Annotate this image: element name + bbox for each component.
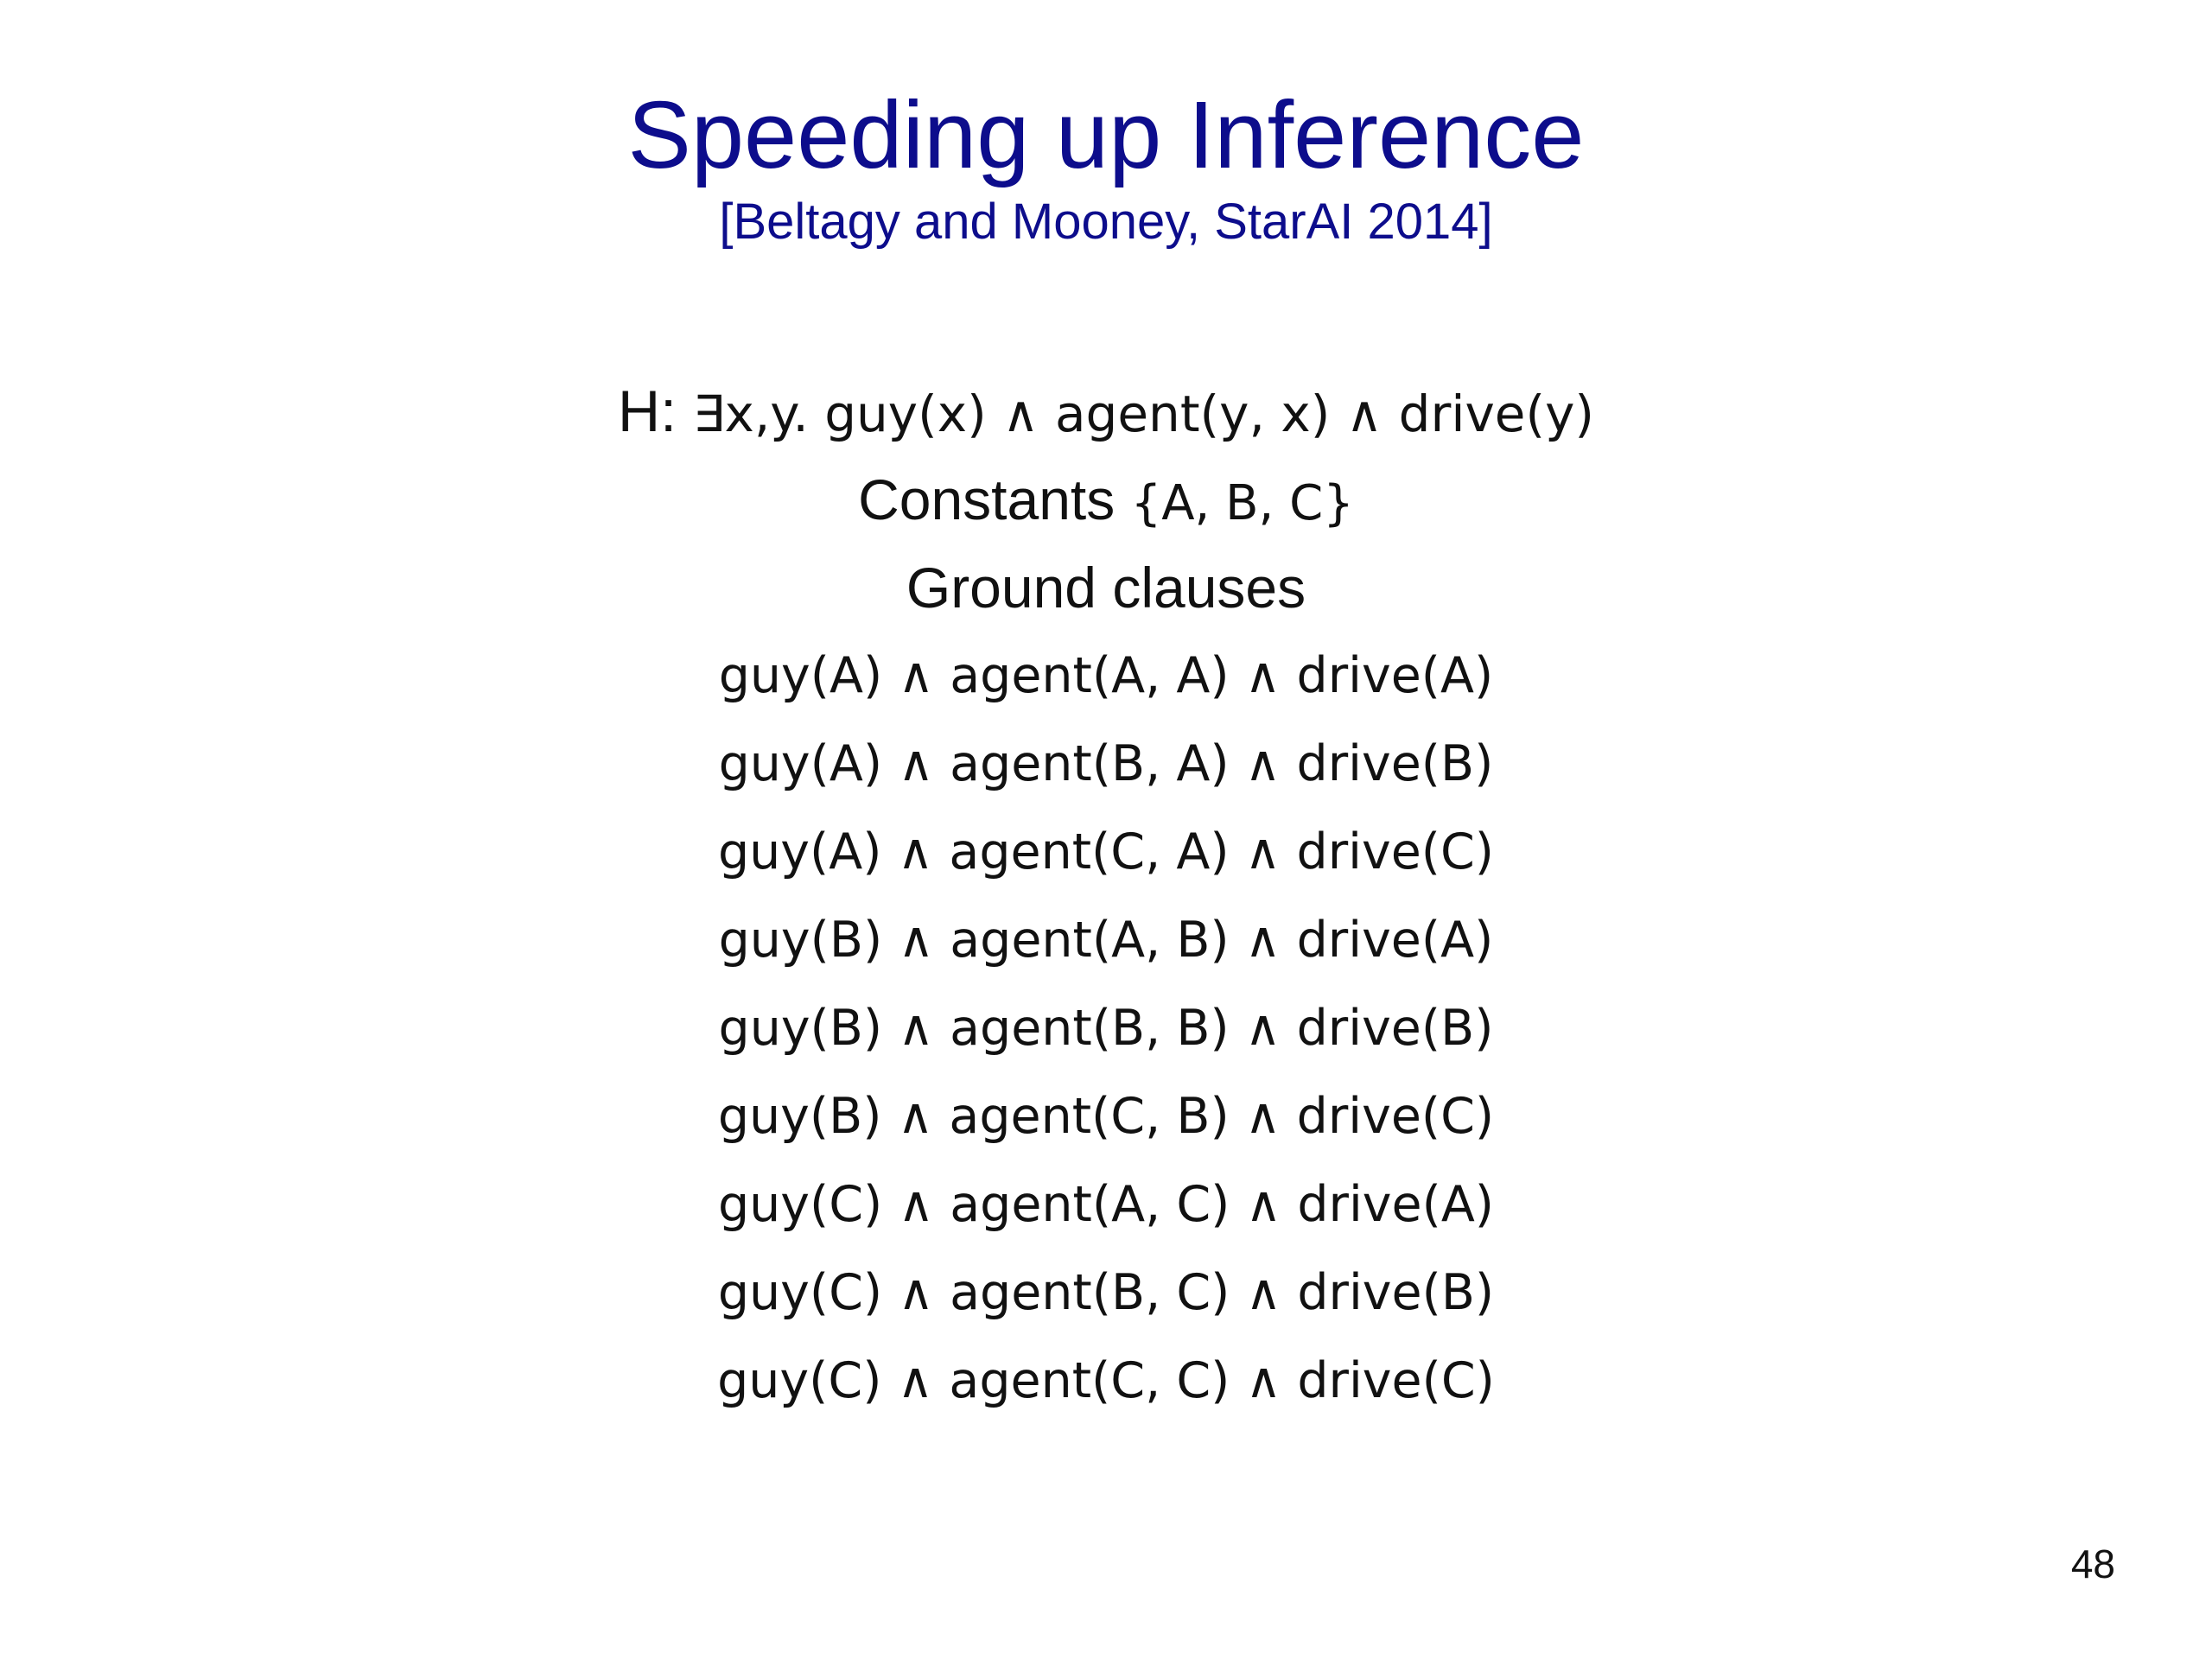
ground-clause: guy(A) ∧ agent(C, A) ∧ drive(C) [717,823,1495,880]
constants-line [0,465,2212,538]
hypothesis-formula: ∃x,y. guy(x) ∧ agent(y, x) ∧ drive(y) [692,385,1595,443]
ground-clause: guy(B) ∧ agent(B, B) ∧ drive(B) [718,1000,1494,1057]
page-number: 48 [2070,1541,2115,1586]
ground-clause: guy(A) ∧ agent(A, A) ∧ drive(A) [718,647,1494,704]
hypothesis-line [0,377,2212,448]
ground-clause: guy(B) ∧ agent(A, B) ∧ drive(A) [718,912,1494,969]
ground-clause: guy(B) ∧ agent(C, B) ∧ drive(C) [717,1088,1495,1145]
constants-label: Constants [858,467,1131,531]
ground-clause: guy(C) ∧ agent(C, C) ∧ drive(C) [717,1352,1495,1409]
constants-set: {A, B, C} [1130,475,1354,531]
hypothesis-label: H: [617,378,693,444]
ground-clauses-heading: Ground clauses [906,556,1306,620]
slide-title: Speeding up Inference [627,82,1585,188]
ground-clause: guy(A) ∧ agent(B, A) ∧ drive(B) [718,735,1494,792]
ground-clause: guy(C) ∧ agent(A, C) ∧ drive(A) [717,1176,1495,1233]
citation: [Beltagy and Mooney, StarAI 2014] [719,194,1493,250]
ground-clause: guy(C) ∧ agent(B, C) ∧ drive(B) [717,1264,1495,1321]
